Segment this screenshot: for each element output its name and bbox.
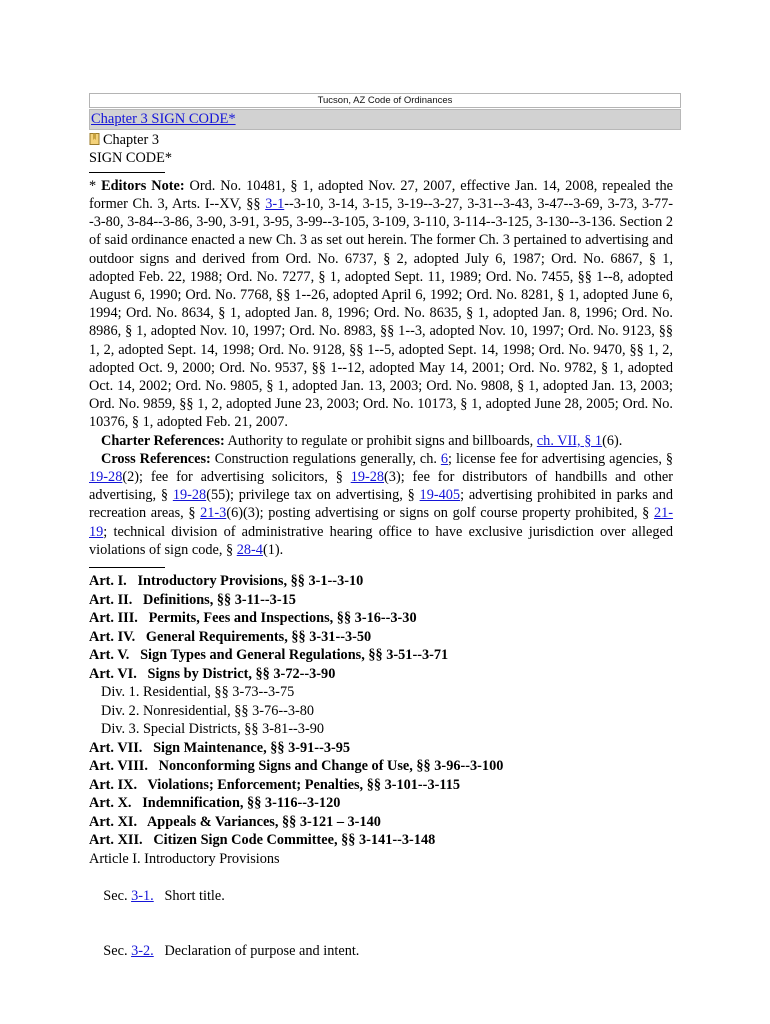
chapter-link[interactable]: Chapter 3 SIGN CODE* [91, 111, 236, 127]
cross-ref-link[interactable]: 19-28 [172, 487, 207, 504]
editors-note-label: Editors Note: [101, 177, 185, 194]
cross-ref-link[interactable]: 19-28 [89, 469, 123, 486]
charter-references: Charter References: Authority to regulate or prohibit signs and billboards, ch. VII, § 1(6). [101, 432, 623, 449]
toc-rule [89, 567, 165, 568]
toc-article-12[interactable]: Art. XII. Citizen Sign Code Committee, §§ 3-141--3-148 [89, 832, 436, 849]
cross-references-label: Cross References: [101, 450, 211, 467]
cross-references: Cross References: Construction regulations generally, ch. 6; license fee for advertising agencies, § 19-28(2); fee for advertising solicitors, § 19-28(3); fee for distributors of handbills and other advertising, § 19-28(55); privilege tax on advertising, § 19-405; advertising prohibited in parks and recreation areas, § 21-3(6)(3); posting advertising or signs on golf course property prohibited, § 21-19; technical division of administrative hearing office to have exclusive jurisdiction over alleged violations of sign code, § 28-4(1). [89, 450, 674, 558]
toc-article-9[interactable]: Art. IX. Violations; Enforcement; Penalties, §§ 3-101--3-115 [89, 776, 461, 793]
chapter-heading [89, 131, 681, 149]
cross-ref-link[interactable]: 6 [440, 450, 449, 467]
cross-ref-link[interactable]: 21-3 [200, 505, 227, 522]
article-1-title: Article I. Introductory Provisions [89, 850, 280, 867]
toc-division-2[interactable]: Div. 2. Nonresidential, §§ 3-76--3-80 [101, 702, 315, 719]
document-page [89, 93, 681, 979]
cross-ref-link[interactable]: 28-4 [236, 541, 263, 558]
toc-division-1[interactable]: Div. 1. Residential, §§ 3-73--3-75 [101, 684, 295, 701]
toc-article-10[interactable]: Art. X. Indemnification, §§ 3-116--3-120 [89, 795, 341, 812]
toc-article-4[interactable]: Art. IV. General Requirements, §§ 3-31--3-50 [89, 628, 372, 645]
section-link-3-1[interactable]: 3-1 [265, 196, 285, 213]
header-title: Tucson, AZ Code of Ordinances [317, 95, 453, 106]
toc-article-11[interactable]: Art. XI. Appeals & Variances, §§ 3-121 – 3-140 [89, 813, 381, 830]
cross-ref-link[interactable]: 19-405 [419, 487, 461, 504]
document-header [89, 93, 681, 108]
toc-division-3[interactable]: Div. 3. Special Districts, §§ 3-81--3-90 [101, 721, 325, 738]
chapter-bar [89, 109, 681, 130]
section-link-3-2-entry[interactable]: 3-2. [131, 943, 154, 960]
charter-references-label: Charter References: [101, 432, 225, 449]
toc-article-5[interactable]: Art. V. Sign Types and General Regulations, §§ 3-51--3-71 [89, 647, 449, 664]
toc-article-6[interactable]: Art. VI. Signs by District, §§ 3-72--3-90 [89, 665, 336, 682]
cross-ref-link[interactable]: 19-28 [350, 469, 385, 486]
bookmark-icon[interactable] [89, 133, 101, 146]
section-entry: Sec. 3-1. Short title. [103, 887, 225, 904]
toc-article-7[interactable]: Art. VII. Sign Maintenance, §§ 3-91--3-95 [89, 739, 351, 756]
toc-article-3[interactable]: Art. III. Permits, Fees and Inspections, §§ 3-16--3-30 [89, 610, 417, 627]
chapter-title: SIGN CODE* [89, 150, 173, 167]
toc-article-8[interactable]: Art. VIII. Nonconforming Signs and Change of Use, §§ 3-96--3-100 [89, 758, 504, 775]
charter-link[interactable]: ch. VII, § 1 [536, 432, 603, 449]
footnote-rule [89, 172, 165, 173]
table-of-contents [89, 572, 681, 850]
section-entry: Sec. 3-2. Declaration of purpose and intent. [103, 943, 360, 960]
cross-ref-link[interactable]: 21-19 [89, 505, 674, 540]
toc-article-1[interactable]: Art. I. Introductory Provisions, §§ 3-1--3-10 [89, 573, 364, 590]
toc-article-2[interactable]: Art. II. Definitions, §§ 3-11--3-15 [89, 591, 296, 608]
section-link-3-1-entry[interactable]: 3-1. [131, 887, 154, 904]
chapter-number: Chapter 3 [103, 132, 159, 148]
editors-note: * Editors Note: Ord. No. 10481, § 1, adopted Nov. 27, 2007, effective Jan. 14, 2008, repealed the former Ch. 3, Arts. I--XV, §§ 3-1--3-10, 3-14, 3-15, 3-19--3-27, 3-31--3-43, 3-47--3-69, 3-73, 3-77--3-80, 3-84--3-86, 3-90, 3-91, 3-95, 3-99--3-105, 3-109, 3-110, 3-114--3-125, 3-130--3-136. Section 2 of said ordinance enacted a new Ch. 3 as set out herein. The former Ch. 3 pertained to advertising and outdoor signs and derived from Ord. No. 6737, § 2, adopted July 6, 1987; Ord. No. 6867, § 1, adopted Feb. 22, 1988; Ord. No. 7277, § 1, adopted Sept. 11, 1989; Ord. No. 7455, §§ 1--8, adopted August 6, 1990; Ord. No. 7768, §§ 1--26, adopted April 6, 1992; Ord. No. 8281, § 1, adopted June 6, 1994; Ord. No. 8634, § 1, adopted Jan. 8, 1996; Ord. No. 8635, § 1, adopted Jan. 8, 1996; Ord. No. 8986, § 1, adopted Nov. 10, 1997; Ord. No. 8983, §§ 1--3, adopted Nov. 10, 1997; Ord. No. 9123, §§ 1, 2, adopted Sept. 14, 1998; Ord. No. 9128, §§ 1--5, adopted Sept. 14, 1998; Ord. No. 9470, §§ 1, 2, adopted Oct. 9, 2000; Ord. No. 9537, §§ 1--12, adopted May 14, 2001; Ord. No. 9782, § 1, adopted Oct. 14, 2002; Ord. No. 9805, § 1, adopted Jan. 13, 2003; Ord. No. 9808, § 1, adopted Jan. 13, 2003; Ord. No. 9859, §§ 1, 2, adopted June 23, 2003; Ord. No. 10173, § 1, adopted June 28, 2005; Ord. No. 10376, § 1, adopted Feb. 21, 2007. [89, 177, 673, 431]
